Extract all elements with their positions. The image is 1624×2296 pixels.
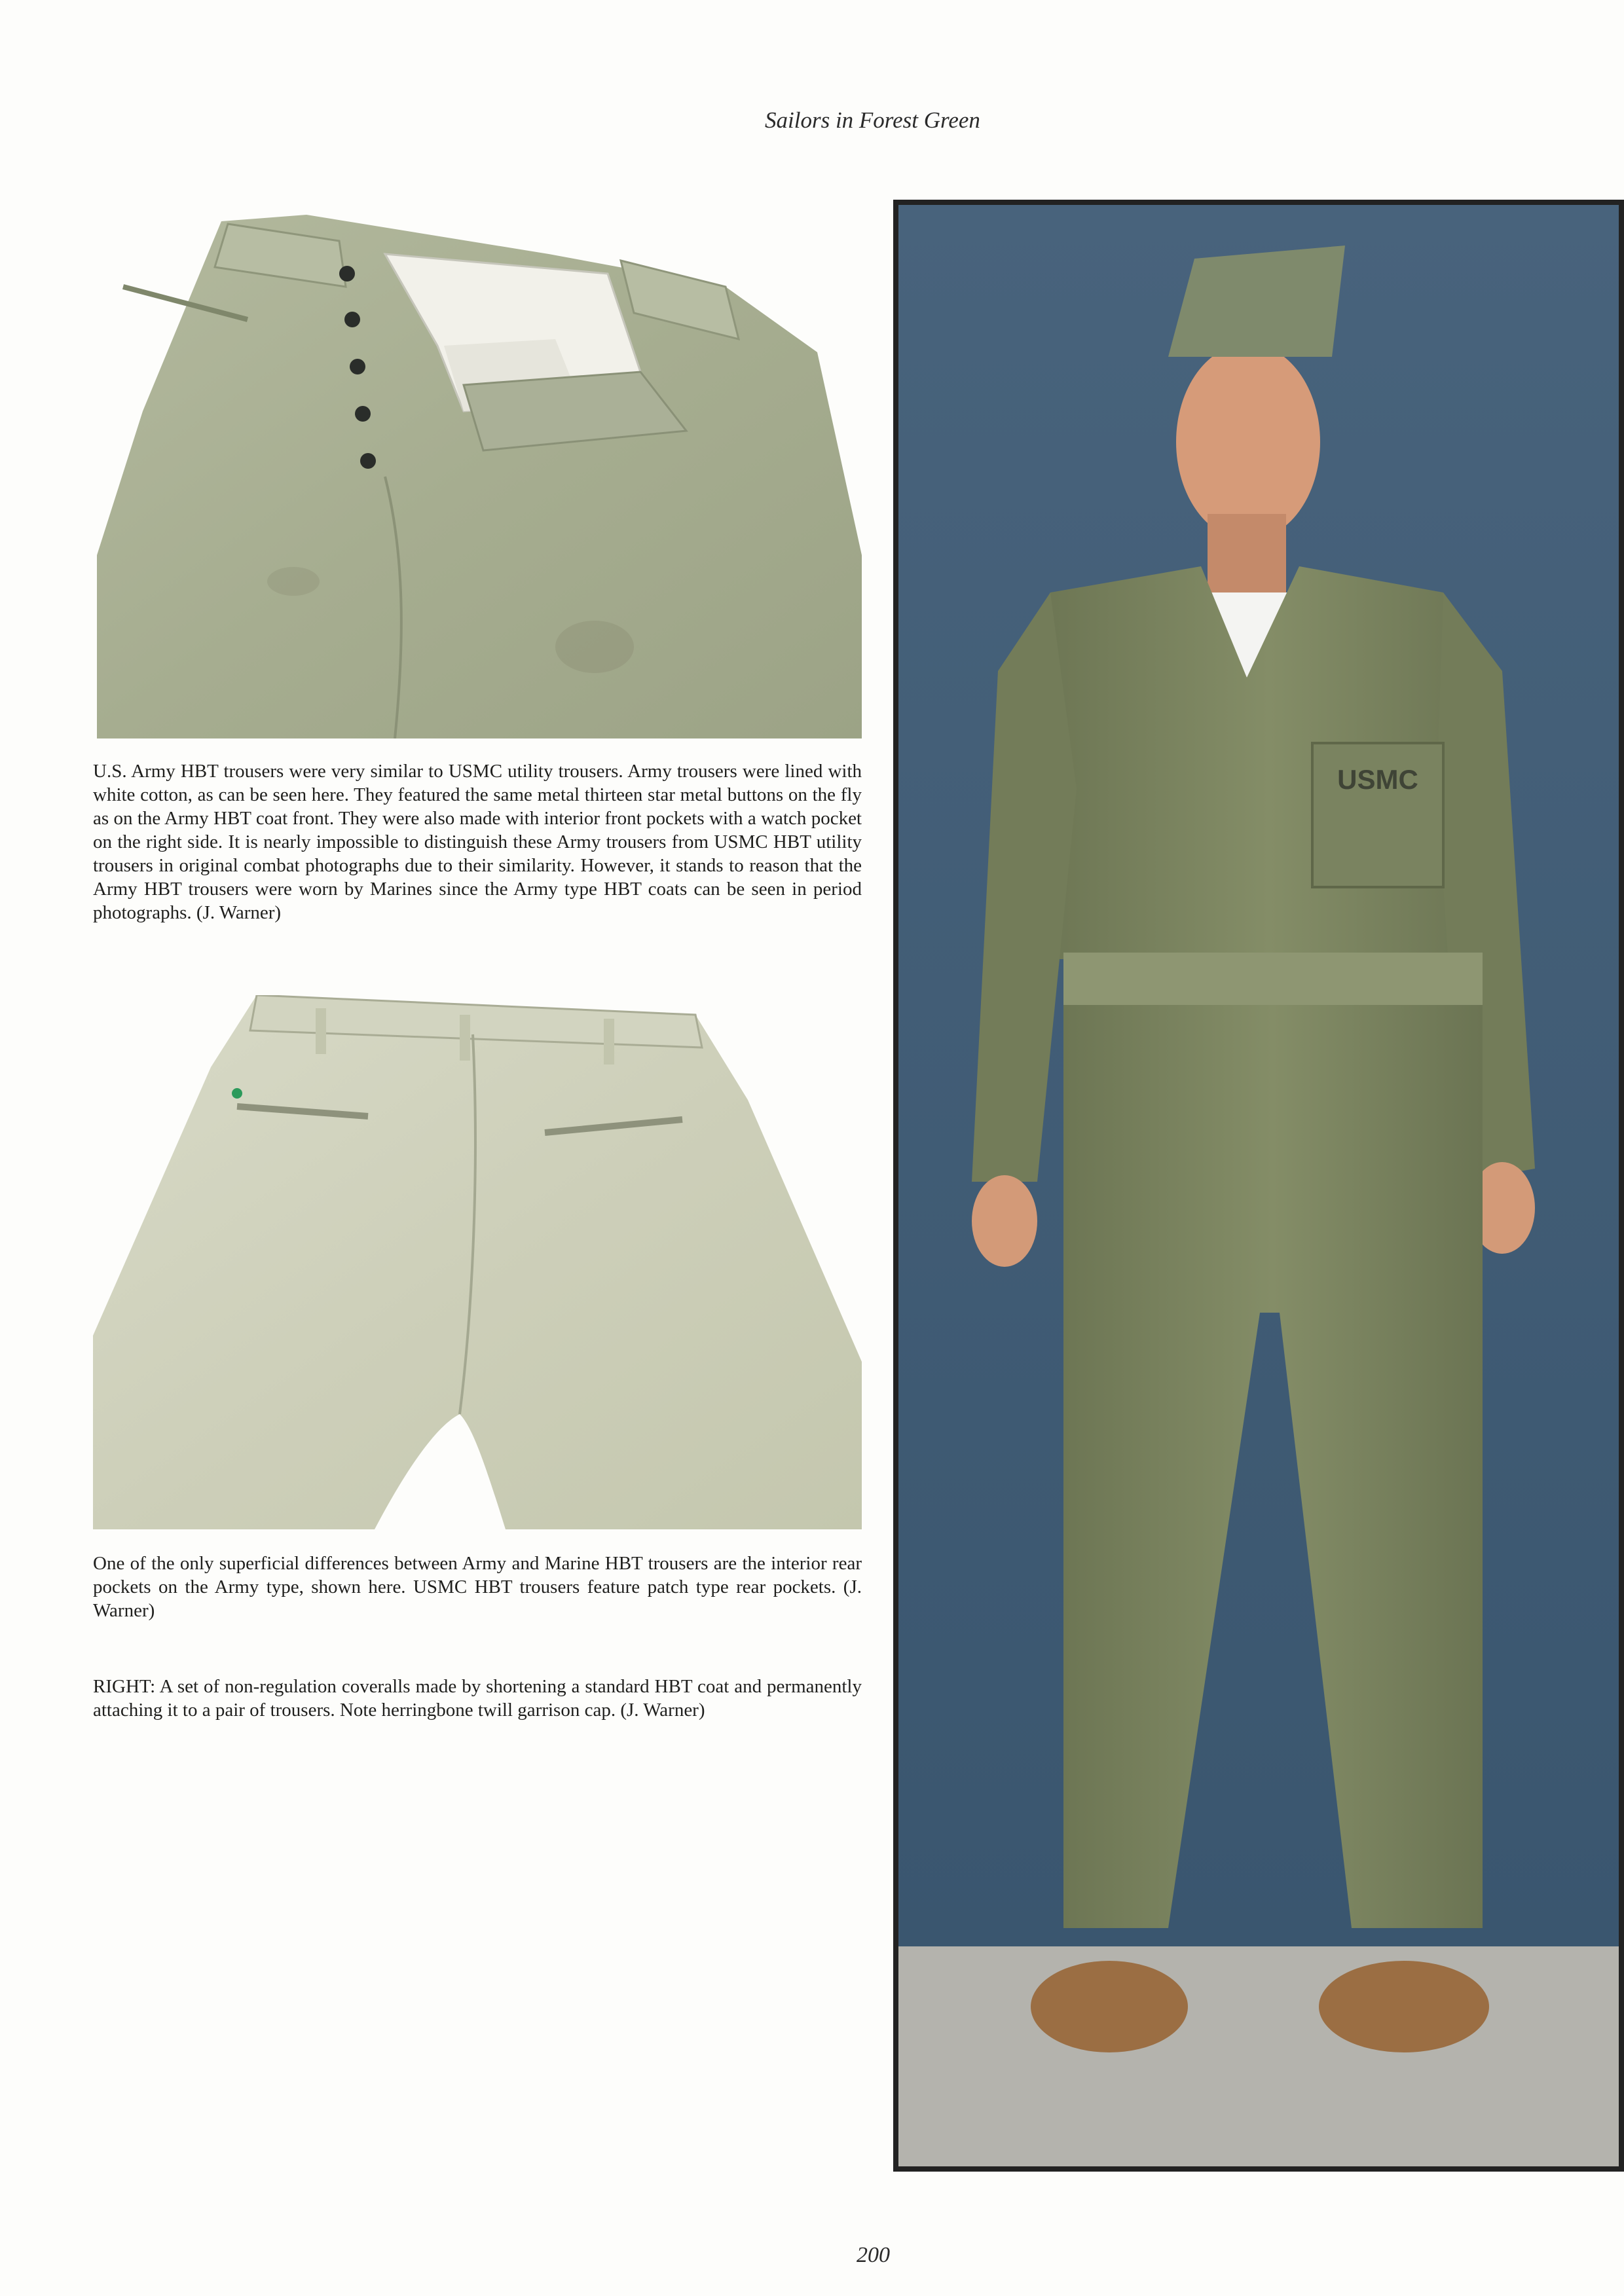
usmc-stencil: USMC: [1337, 764, 1418, 795]
trousers-rear-illustration: [93, 995, 862, 1529]
photo-hbt-coveralls: [893, 200, 1624, 2172]
page-number: 200: [857, 2243, 890, 2267]
caption-front-trousers: U.S. Army HBT trousers were very similar to USMC utility trousers. Army trousers were lined with white cotton, as can be seen here. They featured the same metal thirteen star metal buttons on the fly as on the Army HBT coat front. They were also made with interior front pockets with a watch pocket on the right side. It is nearly impossible to distinguish these Army trousers from USMC HBT utility trousers in original combat photographs due to their similarity. However, it stands to reason that the Army HBT trousers were worn by Marines since the Army type HBT coats can be seen in period photographs. (J. Warner): [93, 761, 862, 923]
coveralls-illustration: [893, 200, 1624, 2172]
caption-coveralls: RIGHT: A set of non-regulation coveralls made by shortening a standard HBT coat and permanently attaching it to a pair of trousers. Note herringbone twill garrison cap. (J. Warner): [93, 1676, 862, 1721]
running-head: Sailors in Forest Green: [765, 107, 980, 133]
fly-button: [339, 266, 355, 282]
caption-rear-trousers: One of the only superficial differences between Army and Marine HBT trousers are the interior rear pockets on the Army type, shown here. USMC HBT trousers feature patch type rear pockets. (J. Warner): [93, 1553, 862, 1621]
photo-army-hbt-trousers-front: [97, 215, 862, 738]
photo-army-hbt-trousers-rear: [93, 995, 862, 1529]
trousers-front-illustration: [97, 215, 862, 738]
